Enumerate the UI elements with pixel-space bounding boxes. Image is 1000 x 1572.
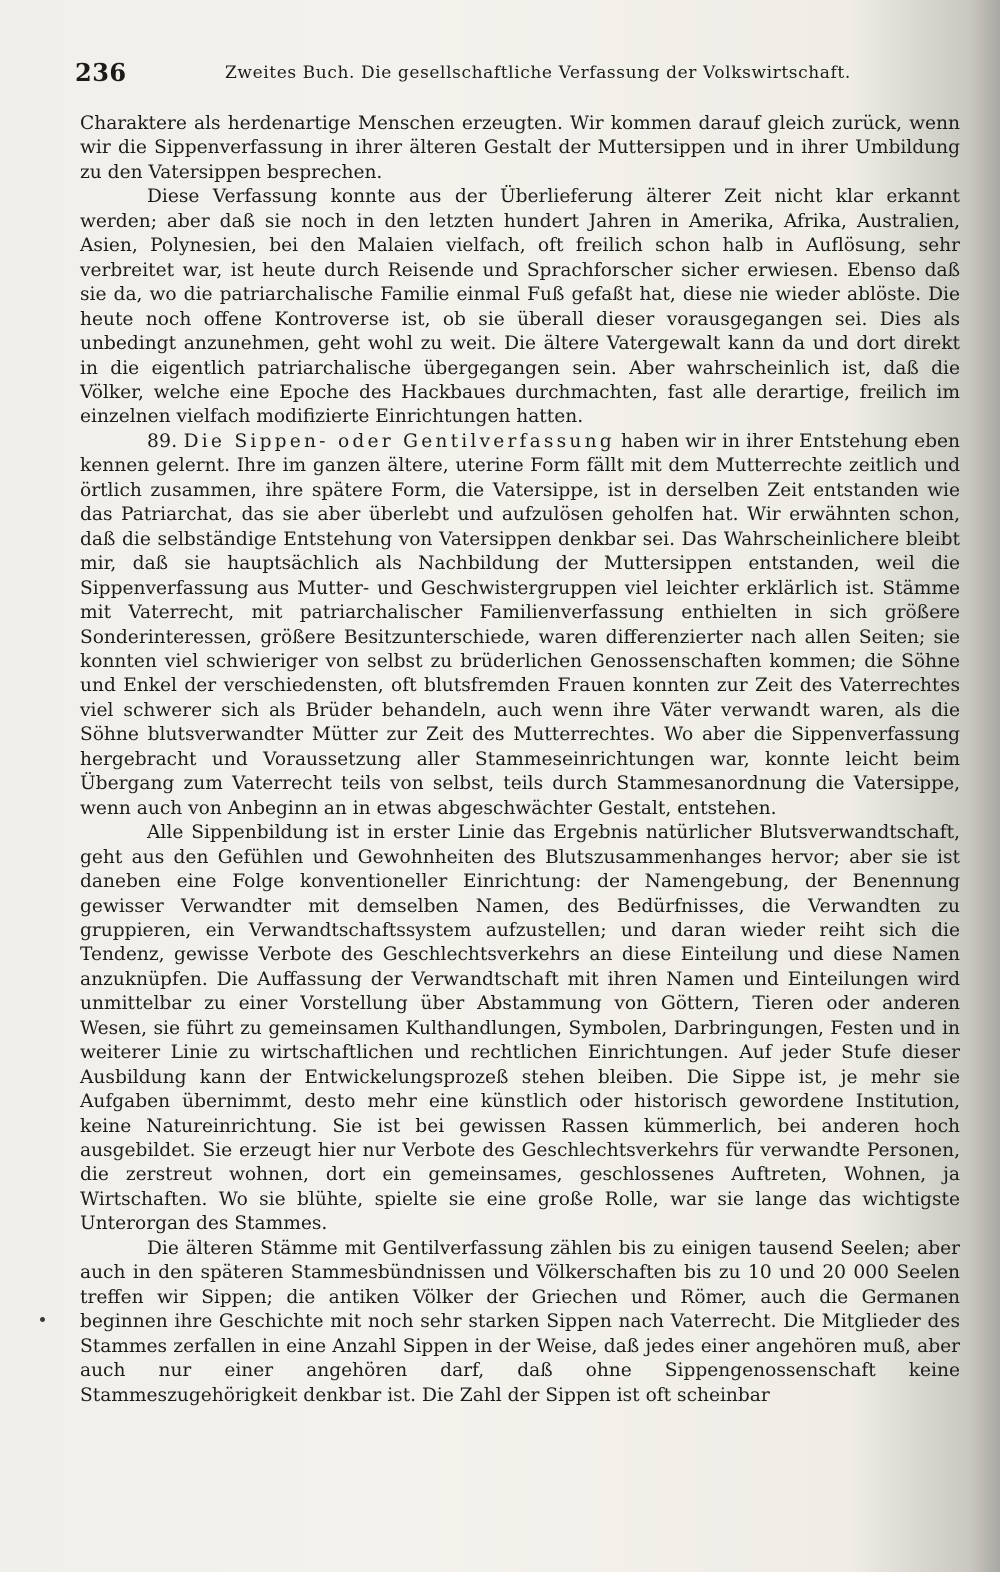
- paragraph-3: [80, 430, 960, 821]
- paragraph-2: Diese Verfassung konnte aus der Überlieferung älterer Zeit nicht klar erkannt werden; aber daß sie noch in den letzten hundert Jahren in Amerika, Afrika, Australien, Asien, Polynesien, bei den Malaien vielfach, oft freilich schon halb in Auflösung, sehr verbreitet war, ist heute durch Reisende und Sprachforscher sicher erwiesen. Ebenso daß sie da, wo die patriarchalische Familie einmal Fuß gefaßt hat, diese nie wieder ablöste. Die heute noch offene Kontroverse ist, ob sie überall dieser vorausgegangen sei. Dies als unbedingt anzunehmen, geht wohl zu weit. Die ältere Vatergewalt kann da und dort direkt in die eigentlich patriarchalische übergegangen sein. Aber wahrscheinlich ist, daß die Völker, welche eine Epoche des Hackbaues durchmachten, fast alle derartige, freilich im einzelnen vielfach modifizierte Einrichtungen hatten.: [80, 186, 960, 428]
- section-heading-spaced: Die Sippen- oder Gentilverfassung: [183, 430, 615, 452]
- margin-dot: [40, 1317, 45, 1322]
- page-number: 236: [75, 58, 127, 87]
- body-text: [80, 112, 960, 1408]
- paragraph-5: Die älteren Stämme mit Gentilverfassung zählen bis zu einigen tausend Seelen; aber auch in den späteren Stammesbündnissen und Völkerschaften bis zu 10 und 20 000 Seelen treffen wir Sippen; die antiken Völker der Griechen und Römer, auch die Germanen beginnen ihre Geschichte mit noch sehr starken Sippen nach Vaterrecht. Die Mitglieder des Stammes zerfallen in eine Anzahl Sippen in der Weise, daß jedes einer angehören muß, aber auch nur einer angehören darf, daß ohne Sippengenossenschaft keine Stammeszugehörigkeit denkbar ist. Die Zahl der Sippen ist oft scheinbar: [80, 1237, 960, 1406]
- paragraph-4: Alle Sippenbildung ist in erster Linie das Ergebnis natürlicher Blutsverwandtschaft, geht aus den Gefühlen und Gewohnheiten des Blutszusammenhanges hervor; aber sie ist daneben eine Folge konventioneller Einrichtung: der Namengebung, der Benennung gewisser Verwandter mit demselben Namen, des Bedürfnisses, die Verwandten zu gruppieren, ein Verwandtschaftssystem aufzustellen; und daran wieder reiht sich die Tendenz, gewisse Verbote des Geschlechtsverkehrs an diese Einteilung und diese Namen anzuknüpfen. Die Auffassung der Verwandtschaft mit ihren Namen und Einteilungen wird unmittelbar zu einer Vorstellung über Abstammung von Göttern, Tieren oder anderen Wesen, sie führt zu gemeinsamen Kulthandlungen, Symbolen, Darbringungen, Festen und in weiterer Linie zu wirtschaftlichen und rechtlichen Einrichtungen. Auf jeder Stufe dieser Ausbildung kann der Entwickelungsprozeß stehen bleiben. Die Sippe ist, je mehr sie Aufgaben übernimmt, desto mehr eine künstlich oder historisch gewordene Institution, keine Natureinrichtung. Sie ist bei gewissen Rassen kümmerlich, bei anderen hoch ausgebildet. Sie erzeugt hier nur Verbote des Geschlechtsverkehrs für verwandte Personen, die zerstreut wohnen, dort ein gemeinsames, geschlossenes Auftreten, Wohnen, ja Wirtschaften. Wo sie blühte, spielte sie eine große Rolle, war sie lange das wichtigste Unterorgan des Stammes.: [80, 822, 960, 1235]
- running-head: Zweites Buch. Die gesellschaftliche Verfassung der Volkswirtschaft.: [225, 63, 851, 83]
- paragraph-3-text: haben wir in ihrer Entstehung eben kennen gelernt. Ihre im ganzen ältere, uterine Form fällt mit dem Mutterrechte zeitlich und örtlich zusammen, ihre spätere Form, die Vatersippe, ist in derselben Zeit entstanden wie das Patriarchat, das sie aber überlebt und aufzulösen geholfen hat. Wir erwähnten schon, daß die selbständige Entstehung von Vatersippen denkbar sei. Das Wahrscheinlichere bleibt mir, daß sie hauptsächlich als Nachbildung der Muttersippen entstanden, weil die Sippenverfassung aus Mutter- und Geschwistergruppen viel leichter erklärlich ist. Stämme mit Vaterrecht, mit patriarchalischer Familienverfassung enthielten in sich größere Sonderinteressen, größere Besitzunterschiede, waren differenzierter nach allen Seiten; sie konnten viel schwieriger von selbst zu brüderlichen Genossenschaften kommen; die Söhne und Enkel der verschiedensten, oft blutsfremden Frauen konnten zur Zeit des Vaterrechtes viel schwerer sich als Brüder behandeln, auch wenn ihre Väter verwandt waren, als die Söhne blutsverwandter Mütter zur Zeit des Mutterrechtes. Wo aber die Sippenverfassung hergebracht und Voraussetzung aller Stammeseinrichtungen war, konnte leicht beim Übergang zum Vaterrecht teils von selbst, teils durch Stammesanordnung die Vatersippe, wenn auch von Anbeginn an in etwas abgeschwächter Gestalt, entstehen.: [80, 430, 960, 819]
- section-number: 89.: [147, 430, 178, 452]
- paragraph-1: Charaktere als herdenartige Menschen erzeugten. Wir kommen darauf gleich zurück, wenn wir die Sippenverfassung in ihrer älteren Gestalt der Muttersippen und in ihrer Umbildung zu den Vatersippen besprechen.: [80, 113, 960, 183]
- page-header: [75, 58, 955, 94]
